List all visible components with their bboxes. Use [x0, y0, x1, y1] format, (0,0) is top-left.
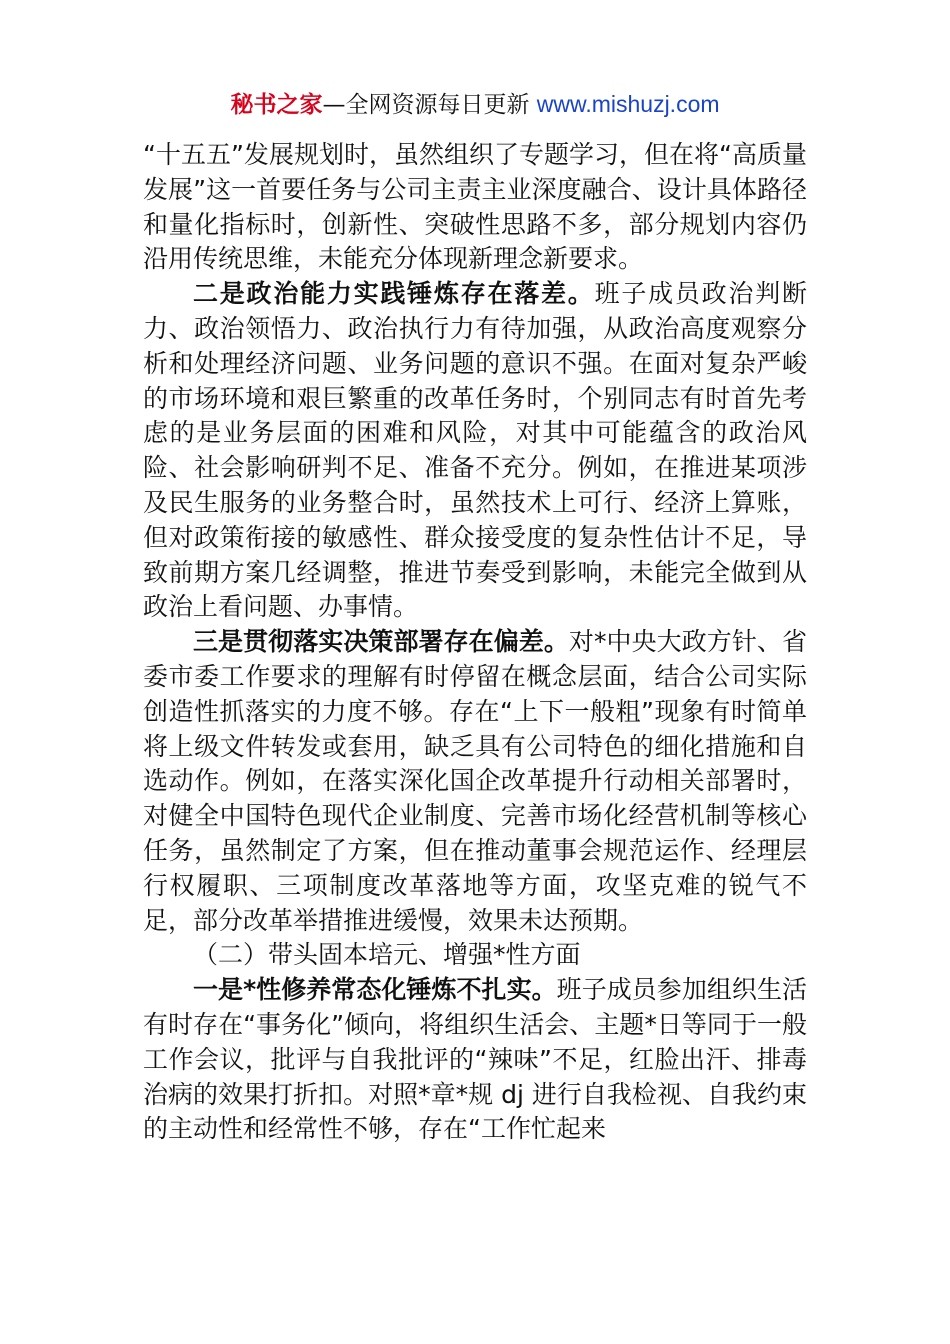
paragraph-lead: 一是*性修养常态化锤炼不扎实。: [193, 975, 557, 1005]
section-heading-text: （二）带头固本培元、增强*性方面: [193, 940, 581, 970]
paragraph-text: 班子成员参加组织生活有时存在“事务化”倾向，将组织生活会、主题*日等同于一般工作会议，批评与自我批评的“辣味”不足，红脸出汗、排毒治病的效果打折扣。对照*章*规 dj 进行自我检视、自我约束的主动性和经常性不够，存在“工作忙起来: [143, 975, 807, 1144]
site-url: www.mishuzj.com: [536, 91, 720, 117]
document-body: [143, 138, 807, 1147]
paragraph-lead: 三是贯彻落实决策部署存在偏差。: [193, 627, 569, 657]
paragraph-continuation: [143, 138, 807, 277]
paragraph-text: 班子成员政治判断力、政治领悟力、政治执行力有待加强，从政治高度观察分析和处理经济问题、业务问题的意识不强。在面对复杂严峻的市场环境和艰巨繁重的改革任务时，个别同志有时首先考虑的是业务层面的困难和风险，对其中可能蕴含的政治风险、社会影响研判不足、准备不充分。例如，在推进某项涉及民生服务的业务整合时，虽然技术上可行、经济上算账，但对政策衔接的敏感性、群众接受度的复杂性估计不足，导致前期方案几经调整，推进节奏受到影响，未能完全做到从政治上看问题、办事情。: [143, 279, 807, 622]
header-tagline: —全网资源每日更新: [322, 92, 537, 118]
section-heading: [143, 938, 807, 973]
paragraph-text: “十五五”发展规划时，虽然组织了专题学习，但在将“高质量发展”这一首要任务与公司主责主业深度融合、设计具体路径和量化指标时，创新性、突破性思路不多，部分规划内容仍沿用传统思维，未能充分体现新理念新要求。: [143, 140, 807, 274]
brand-name: 秘书之家: [230, 92, 323, 118]
paragraph-party-cultivation: [143, 973, 807, 1147]
paragraph-implementation: [143, 625, 807, 938]
paragraph-lead: 二是政治能力实践锤炼存在落差。: [193, 279, 595, 309]
paragraph-text: 对*中央大政方针、省委市委工作要求的理解有时停留在概念层面，结合公司实际创造性抓落实的力度不够。存在“上下一般粗”现象有时简单将上级文件转发或套用，缺乏具有公司特色的细化措施和自选动作。例如，在落实深化国企改革提升行动相关部署时，对健全中国特色现代企业制度、完善市场化经营机制等核心任务，虽然制定了方案，但在推动董事会规范运作、经理层行权履职、三项制度改革落地等方面，攻坚克难的锐气不足，部分改革举措推进缓慢，效果未达预期。: [143, 627, 807, 935]
paragraph-political-ability: [143, 277, 807, 625]
page-header: [0, 88, 950, 121]
